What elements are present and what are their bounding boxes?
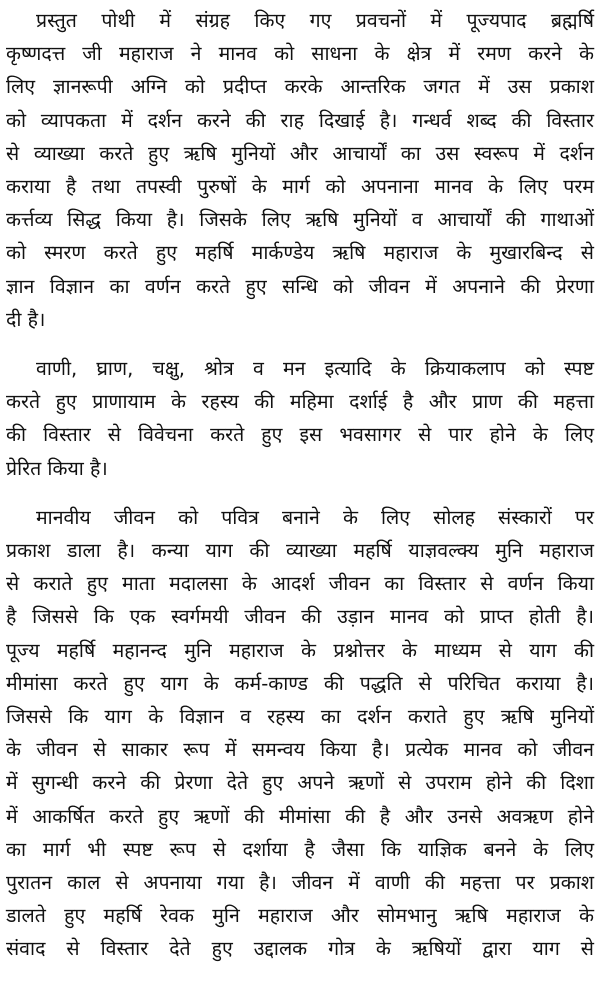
text-line: कर्त्तव्य सिद्ध किया है। जिसके लिए ऋषि मुनियों व आचार्यों की गाथाओं [6, 208, 594, 232]
text-line: पूज्य महर्षि महानन्द मुनि महाराज के प्रश्नोत्तर के माध्यम से याग की [6, 638, 594, 662]
text-line: कृष्णदत्त जी महाराज ने मानव को साधना के क्षेत्र में रमण करने के [6, 42, 594, 66]
text-line: को स्मरण करते हुए महर्षि मार्कण्डेय ऋषि महाराज के मुखारबिन्द से [6, 241, 594, 265]
paragraph-2 [6, 352, 594, 485]
text-line: प्रस्तुत पोथी में संग्रह किए गए प्रवचनों में पूज्यपाद ब्रह्मर्षि [36, 9, 594, 32]
text-line: में सुगन्धी करने की प्रेरणा देते हुए अपने ऋणों से उपराम होने की दिशा [6, 771, 594, 795]
text-line: के जीवन से साकार रूप में समन्वय किया है। प्रत्येक मानव को जीवन [6, 738, 594, 762]
text-line: मानवीय जीवन को पवित्र बनाने के लिए सोलह संस्कारों पर [36, 505, 594, 529]
text-line: की विस्तार से विवेचना करते हुए इस भवसागर से पार होने के लिए [6, 423, 594, 447]
text-line: दी है। [6, 307, 46, 331]
text-line: का मार्ग भी स्पष्ट रूप से दर्शाया है जैसा कि याज्ञिक बनने के लिए [6, 837, 594, 861]
paragraph-1 [6, 4, 594, 336]
text-line: करते हुए प्राणायाम के रहस्य की महिमा दर्शाई है और प्राण की महत्ता [6, 390, 594, 414]
text-line: है जिससे कि एक स्वर्गमयी जीवन की उड़ान मानव को प्राप्त होती है। [6, 605, 594, 629]
text-line: वाणी, घ्राण, चक्षु, श्रोत्र व मन इत्यादि के क्रियाकलाप को स्पष्ट [36, 357, 594, 381]
text-line: जिससे कि याग के विज्ञान व रहस्य का दर्शन कराते हुए ऋषि मुनियों [6, 705, 594, 729]
paragraph-3 [6, 501, 594, 966]
text-line: कराया है तथा तपस्वी पुरुषों के मार्ग को अपनाना मानव के लिए परम [6, 175, 594, 199]
text-line: संवाद से विस्तार देते हुए उद्दालक गोत्र के ऋषियों द्वारा याग से [6, 937, 594, 961]
text-line: से व्याख्या करते हुए ऋषि मुनियों और आचार्यों का उस स्वरूप में दर्शन [6, 141, 594, 165]
text-line: लिए ज्ञानरूपी अग्नि को प्रदीप्त करके आन्तरिक जगत में उस प्रकाश [6, 75, 594, 99]
text-line: को व्यापकता में दर्शन करने की राह दिखाई है। गन्धर्व शब्द की विस्तार [6, 108, 594, 132]
text-line: ज्ञान विज्ञान का वर्णन करते हुए सन्धि को जीवन में अपनाने की प्रेरणा [6, 274, 594, 298]
text-line: से कराते हुए माता मदालसा के आदर्श जीवन का विस्तार से वर्णन किया [6, 572, 594, 596]
text-line: पुरातन काल से अपनाया गया है। जीवन में वाणी की महत्ता पर प्रकाश [6, 871, 594, 895]
text-line: डालते हुए महर्षि रेवक मुनि महाराज और सोमभानु ऋषि महाराज के [6, 904, 594, 928]
text-line: प्रकाश डाला है। कन्या याग की व्याख्या महर्षि याज्ञवल्क्य मुनि महाराज [6, 539, 594, 563]
text-line: में आकर्षित करते हुए ऋणों की मीमांसा की है और उनसे अवऋण होने [6, 804, 594, 828]
text-line: प्रेरित किया है। [6, 456, 108, 480]
text-line: मीमांसा करते हुए याग के कर्म-काण्ड की पद्धति से परिचित कराया है। [6, 671, 594, 695]
paragraph-gap [6, 336, 594, 352]
paragraph-gap [6, 485, 594, 501]
